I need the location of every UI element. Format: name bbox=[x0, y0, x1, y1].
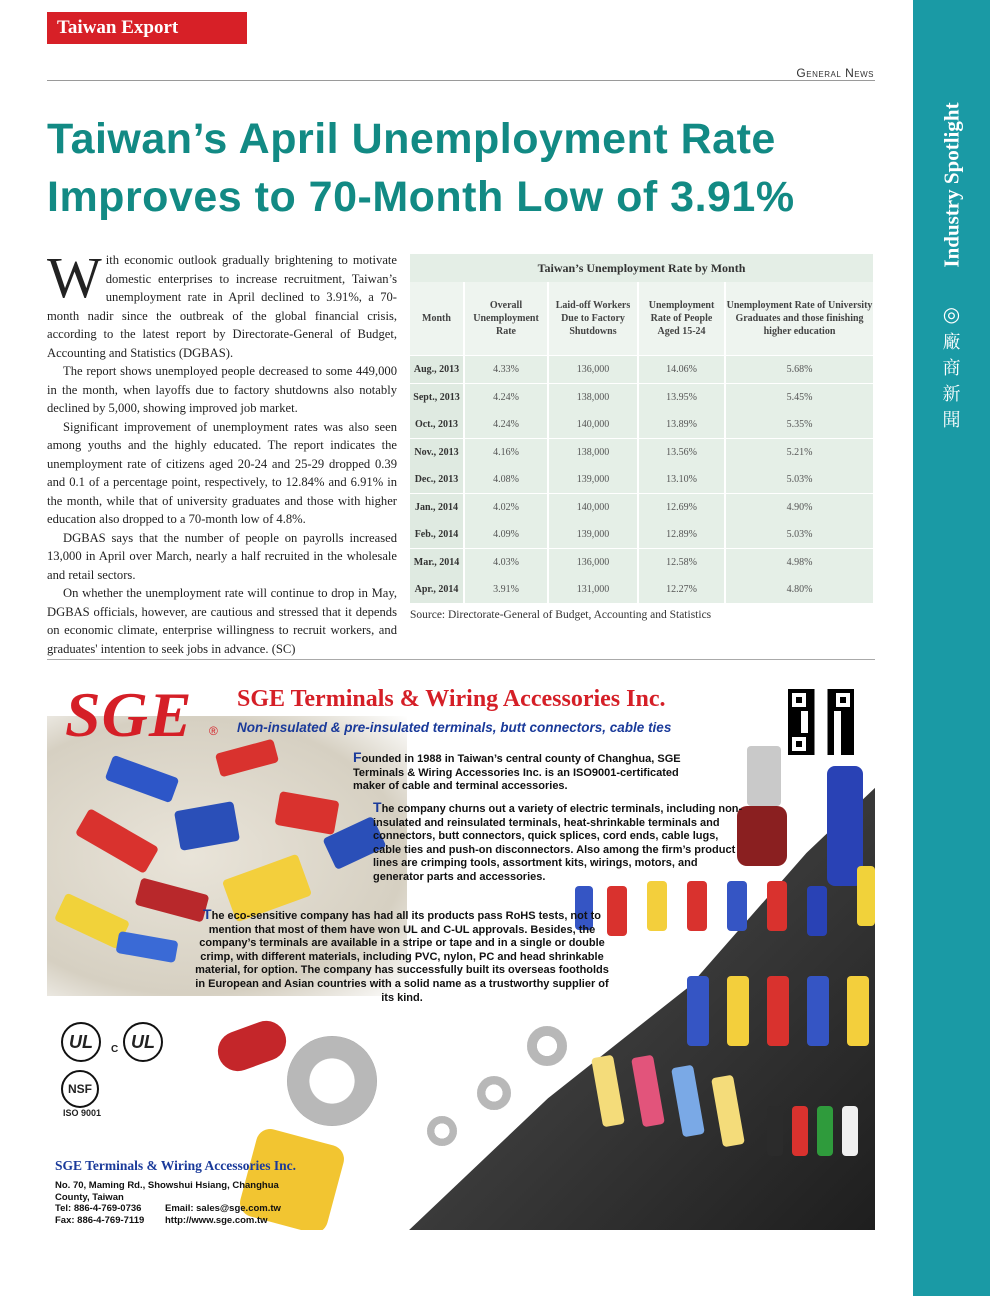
table-cell: 5.21% bbox=[726, 439, 873, 466]
title-line-2: Improves to 70-Month Low of 3.91% bbox=[47, 173, 795, 221]
terminal-image bbox=[792, 1106, 808, 1156]
contact-online bbox=[165, 1203, 281, 1226]
ring-terminal-image bbox=[527, 1026, 567, 1066]
table-cell: 140,000 bbox=[549, 494, 639, 521]
ul-cert-icon: UL bbox=[61, 1022, 101, 1062]
table-cell: 131,000 bbox=[549, 576, 639, 603]
table-cell-month: Aug., 2013 bbox=[410, 356, 465, 383]
table-row bbox=[410, 356, 873, 383]
table-cell: 138,000 bbox=[549, 439, 639, 466]
table-cell: 4.02% bbox=[465, 494, 549, 521]
table-cell: 4.16% bbox=[465, 439, 549, 466]
table-header bbox=[410, 282, 873, 355]
section-divider bbox=[47, 659, 875, 660]
terminal-image bbox=[687, 976, 709, 1046]
sidebar-chinese-title bbox=[913, 330, 990, 434]
terminal-image bbox=[747, 746, 781, 806]
table-row bbox=[410, 549, 873, 576]
table-cell: 4.24% bbox=[465, 411, 549, 438]
sidebar-char: 新 bbox=[942, 384, 961, 405]
table-row bbox=[410, 466, 873, 493]
table-row bbox=[410, 494, 873, 521]
article-paragraph: The report shows unemployed people decreased to some 449,000 in the month, when layoffs due to factory shutdowns also notably declined by 5,000, showing improved job market. bbox=[47, 364, 397, 415]
table-cell: 13.10% bbox=[639, 466, 726, 493]
section-label: General News bbox=[796, 66, 874, 80]
table-cell: 5.68% bbox=[726, 356, 873, 383]
contact-fax: Fax: 886-4-769-7119 bbox=[55, 1214, 145, 1226]
table-row bbox=[410, 411, 873, 438]
article-paragraph: Significant improvement of unemployment rates was also seen among youths and the highly educated. The report indicates the unemployment rate of citizens aged 20-24 and 25-29 dropped 0.39 and 0.1 of a percentage point, respectively, to 12.84% and 6.91% in the month, while that of university graduates and those with higher education also dropped to a 70-month low of 4.8%. bbox=[47, 419, 397, 526]
contact-address: County, Taiwan bbox=[55, 1191, 124, 1203]
table-cell-month: Nov., 2013 bbox=[410, 439, 465, 466]
table-cell: 13.56% bbox=[639, 439, 726, 466]
table-cell: 5.45% bbox=[726, 384, 873, 411]
contact-website[interactable]: http://www.sge.com.tw bbox=[165, 1214, 268, 1226]
table-cell: 5.03% bbox=[726, 521, 873, 548]
sidebar-char: 廠 bbox=[942, 332, 961, 353]
table-cell: 4.98% bbox=[726, 549, 873, 576]
table-cell-month: Mar., 2014 bbox=[410, 549, 465, 576]
table-cell-month: Sept., 2013 bbox=[410, 384, 465, 411]
table-cell: 12.69% bbox=[639, 494, 726, 521]
drop-cap: W bbox=[47, 245, 102, 310]
table-cell: 139,000 bbox=[549, 466, 639, 493]
nsf-cert-icon: NSF bbox=[61, 1070, 99, 1108]
terminal-image bbox=[807, 976, 829, 1046]
contact-address: No. 70, Maming Rd., Showshui Hsiang, Changhua bbox=[55, 1180, 279, 1191]
terminal-image bbox=[727, 881, 747, 931]
ad-paragraph-1: Founded in 1988 in Taiwan’s central county of Changhua, SGE Terminals & Wiring Accessories Inc. is an ISO9001-certificated maker of cable and terminal accessories. bbox=[353, 749, 681, 793]
table-cell: 140,000 bbox=[549, 411, 639, 438]
ring-terminal-image bbox=[287, 1036, 377, 1126]
table-row bbox=[410, 576, 873, 603]
table-cell: 12.58% bbox=[639, 549, 726, 576]
terminal-image bbox=[767, 881, 787, 931]
article-title bbox=[47, 110, 887, 226]
iso-cert-label: ISO 9001 bbox=[63, 1108, 102, 1118]
article-body bbox=[47, 245, 397, 658]
terminal-image bbox=[767, 1106, 783, 1156]
ad-paragraph-2: The company churns out a variety of electric terminals, including non-insulated and reinsulated terminals, heat-shrinkable terminals and connectors, butt connectors, quick splices, cord ends, cable lugs, cable ties and push-on disconnectors. Also among the firm’s product lines are crimping tools, assortment kits, wirings, motors, and generator parts and accessories. bbox=[373, 799, 743, 883]
table-cell-month: Apr., 2014 bbox=[410, 576, 465, 603]
ad-tagline: Non-insulated & pre-insulated terminals, butt connectors, cable ties bbox=[237, 720, 672, 735]
contact-company-name: SGE Terminals & Wiring Accessories Inc. bbox=[55, 1158, 297, 1173]
table-header-cell: Laid-off Workers Due to Factory Shutdowns bbox=[549, 282, 639, 355]
article-paragraph: On whether the unemployment rate will continue to drop in May, DGBAS officials, however, are cautious and stressed that it depends on economic climate, enterprise willingness to recruit workers, and graduates' intention to seek jobs in advance. (SC) bbox=[47, 586, 397, 656]
table-cell: 5.03% bbox=[726, 466, 873, 493]
title-line-1: Taiwan’s April Unemployment Rate bbox=[47, 115, 776, 163]
terminal-image bbox=[727, 976, 749, 1046]
contact-email[interactable]: Email: sales@sge.com.tw bbox=[165, 1203, 281, 1214]
table-cell: 4.33% bbox=[465, 356, 549, 383]
table-header-cell: Overall Unemployment Rate bbox=[465, 282, 549, 355]
table-row bbox=[410, 521, 873, 548]
terminal-image bbox=[807, 886, 827, 936]
table-cell: 4.24% bbox=[465, 384, 549, 411]
sidebar-char: 商 bbox=[942, 358, 961, 379]
article-paragraph: DGBAS says that the number of people on payrolls increased 13,000 in April over March, nearly a half recruited in the wholesale and retail sectors. bbox=[47, 530, 397, 582]
sge-logo: SGE bbox=[65, 679, 193, 750]
ring-terminal-image bbox=[427, 1116, 457, 1146]
table-caption: Taiwan’s Unemployment Rate by Month bbox=[410, 254, 873, 282]
terminal-image bbox=[847, 976, 869, 1046]
table-cell: 5.35% bbox=[726, 411, 873, 438]
sidebar-symbol: ◎ bbox=[942, 304, 961, 326]
article-paragraph: With economic outlook gradually brightening to motivate domestic enterprises to increase recruitment, Taiwan’s unemployment rate in April declined to 3.91%, a 70-month nadir since the outbreak of the global financial crisis, according to the latest report by Directorate-General of Budget, Accounting and Statistics (DGBAS). bbox=[47, 245, 397, 360]
table-source: Source: Directorate-General of Budget, Accounting and Statistics bbox=[410, 609, 712, 621]
table-row bbox=[410, 384, 873, 411]
terminal-image bbox=[857, 866, 875, 926]
table-cell: 136,000 bbox=[549, 356, 639, 383]
registered-mark: ® bbox=[209, 724, 218, 738]
cul-c-mark: C bbox=[111, 1044, 119, 1055]
table-cell: 138,000 bbox=[549, 384, 639, 411]
table-header-cell: Unemployment Rate of University Graduates and those finishing higher education bbox=[726, 282, 873, 355]
table-header-cell: Month bbox=[410, 282, 465, 355]
table-cell: 4.80% bbox=[726, 576, 873, 603]
table-cell: 13.89% bbox=[639, 411, 726, 438]
terminal-image bbox=[817, 1106, 833, 1156]
table-cell: 13.95% bbox=[639, 384, 726, 411]
terminal-image bbox=[647, 881, 667, 931]
table-cell: 4.09% bbox=[465, 521, 549, 548]
qr-code[interactable] bbox=[788, 689, 854, 755]
table-cell-month: Oct., 2013 bbox=[410, 411, 465, 438]
advertisement bbox=[47, 676, 875, 1230]
table-cell-month: Jan., 2014 bbox=[410, 494, 465, 521]
table-row bbox=[410, 439, 873, 466]
table-header-cell: Unemployment Rate of People Aged 15-24 bbox=[639, 282, 726, 355]
sidebar-char: 聞 bbox=[942, 410, 961, 431]
table-cell-month: Dec., 2013 bbox=[410, 466, 465, 493]
table-cell: 4.08% bbox=[465, 466, 549, 493]
table-cell: 139,000 bbox=[549, 521, 639, 548]
publication-brand: Taiwan Export Express bbox=[47, 12, 247, 44]
ad-paragraph-3: The eco-sensitive company has had all its products pass RoHS tests, not to mention that most of them have won UL and C-UL approvals. Besides, the company’s terminals are available in a stripe or tape and in a single or double crimp, with different materials, including PVC, nylon, PC and head shrinkable material, for option. The company has successfully built its overseas footholds in European and Asian countries with a solid name as a trustworthy supplier of its kind. bbox=[195, 906, 609, 1004]
table-cell: 3.91% bbox=[465, 576, 549, 603]
table-cell: 12.89% bbox=[639, 521, 726, 548]
table-cell: 4.03% bbox=[465, 549, 549, 576]
terminal-image bbox=[687, 881, 707, 931]
terminal-image bbox=[842, 1106, 858, 1156]
cul-cert-icon: UL bbox=[123, 1022, 163, 1062]
header-divider bbox=[47, 80, 875, 81]
contact-tel: Tel: 886-4-769-0736 bbox=[55, 1203, 142, 1214]
ring-terminal-image bbox=[477, 1076, 511, 1110]
table-cell: 136,000 bbox=[549, 549, 639, 576]
terminal-image bbox=[737, 806, 787, 866]
table-cell: 12.27% bbox=[639, 576, 726, 603]
sidebar-title: Industry Spotlight bbox=[939, 102, 963, 268]
table-cell-month: Feb., 2014 bbox=[410, 521, 465, 548]
terminal-image bbox=[767, 976, 789, 1046]
ad-company-name: SGE Terminals & Wiring Accessories Inc. bbox=[237, 686, 666, 712]
table-cell: 14.06% bbox=[639, 356, 726, 383]
table-cell: 4.90% bbox=[726, 494, 873, 521]
fork-terminal-image bbox=[212, 1015, 291, 1077]
